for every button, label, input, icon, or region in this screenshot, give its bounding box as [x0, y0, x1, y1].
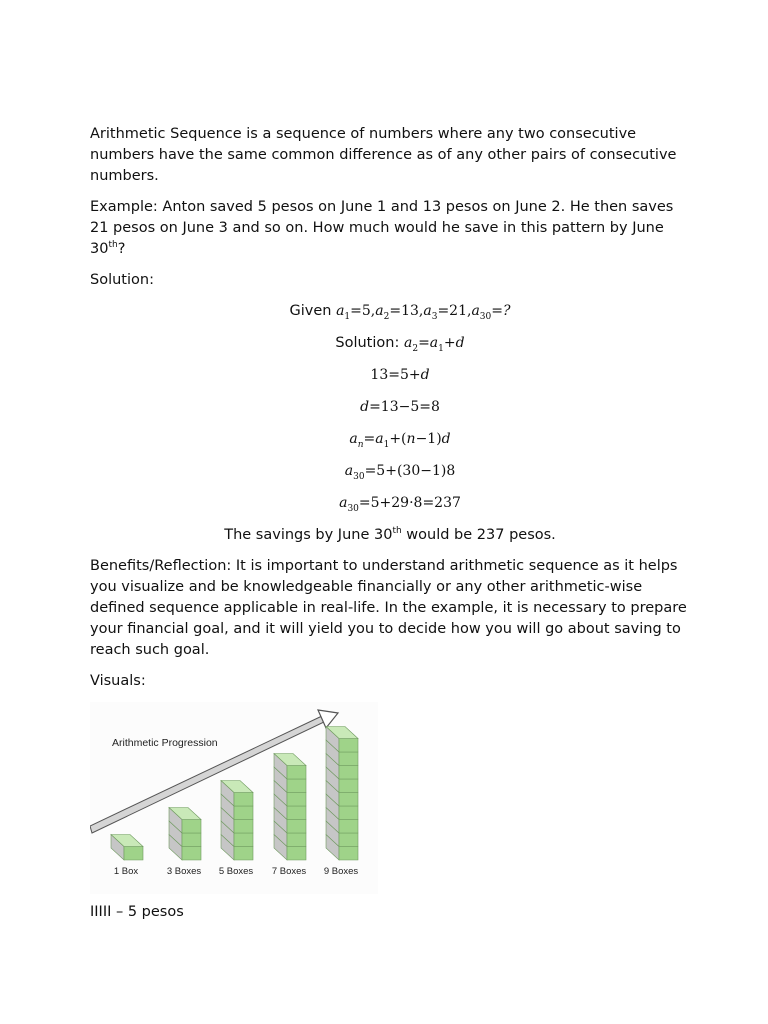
box-front	[339, 766, 358, 780]
box-stack	[326, 727, 358, 861]
box-front	[339, 847, 358, 861]
equation-step-4: $a_{30}=5+29\cdot 8=237$	[339, 495, 461, 514]
box-front	[339, 806, 358, 820]
box-front	[287, 847, 306, 861]
stack-label: 9 Boxes	[323, 866, 359, 877]
solution-math: $a_2=a_1+d$	[403, 335, 465, 354]
box-front	[182, 820, 201, 834]
box-front	[234, 847, 253, 861]
box-front	[339, 820, 358, 834]
box-front	[182, 847, 201, 861]
box-front	[124, 847, 143, 861]
given-math: $a_1=5,a_2=13,a_3=21,a_{30}=$?	[336, 303, 511, 322]
box-front	[234, 820, 253, 834]
box-stack	[274, 754, 306, 861]
given-equation	[90, 301, 690, 322]
stack-label: 1 Box	[113, 866, 139, 877]
box-front	[287, 793, 306, 807]
box-stack	[169, 808, 201, 861]
example-sup: th	[108, 240, 118, 251]
equation-formula: $a_n=a_1+(n-1)d$	[349, 431, 451, 450]
box-front	[234, 833, 253, 847]
figure-title: Arithmetic Progression	[112, 737, 218, 749]
given-label: Given	[289, 303, 332, 319]
box-front	[287, 820, 306, 834]
box-front	[287, 806, 306, 820]
box-front	[339, 739, 358, 753]
conclusion-before: The savings by June 30	[224, 527, 393, 543]
equation-step-3: $a_{30}=5+(30-1)8$	[344, 463, 456, 482]
equation-step-2: d=13−5=8	[360, 399, 440, 415]
solution-heading: Solution:	[90, 272, 154, 288]
intro-paragraph: Arithmetic Sequence is a sequence of numbers where any two consecutive numbers have the same common difference as of any other pairs of consecutive numbers.	[90, 126, 677, 184]
conclusion-after: would be 237 pesos.	[401, 527, 556, 543]
tally-line: IIIII – 5 pesos	[90, 904, 184, 920]
conclusion-paragraph	[90, 525, 690, 546]
arithmetic-progression-figure	[90, 702, 378, 894]
visuals-heading: Visuals:	[90, 673, 146, 689]
box-front	[182, 833, 201, 847]
box-front	[287, 766, 306, 780]
stack-label: 3 Boxes	[166, 866, 202, 877]
stack-label: 7 Boxes	[271, 866, 307, 877]
equation-step-1: 13=5+d	[370, 367, 430, 383]
example-tail: ?	[117, 241, 126, 257]
box-stack	[221, 781, 253, 861]
box-front	[287, 833, 306, 847]
example-text: Example: Anton saved 5 pesos on June 1 and 13 pesos on June 2. He then saves 21 pesos on June 3 and so on. How much would he save in this pattern by June 30	[90, 199, 674, 257]
example-paragraph	[90, 197, 690, 260]
box-front	[234, 793, 253, 807]
box-front	[339, 779, 358, 793]
solution-equation	[90, 333, 690, 354]
box-front	[339, 833, 358, 847]
document-page	[90, 124, 690, 933]
box-front	[339, 793, 358, 807]
conclusion-sup: th	[392, 526, 402, 537]
benefits-paragraph: Benefits/Reflection: It is important to understand arithmetic sequence as it helps you visualize and be knowledgeable financially or any other arithmetic-wise defined sequence applicable in real-life. In the example, it is necessary to prepare your financial goal, and it will yield you to decide how you will go about saving to reach such goal.	[90, 558, 687, 658]
solution-inline-label: Solution:	[335, 335, 400, 351]
box-front	[339, 752, 358, 766]
box-front	[234, 806, 253, 820]
box-front	[287, 779, 306, 793]
stack-label: 5 Boxes	[218, 866, 254, 877]
